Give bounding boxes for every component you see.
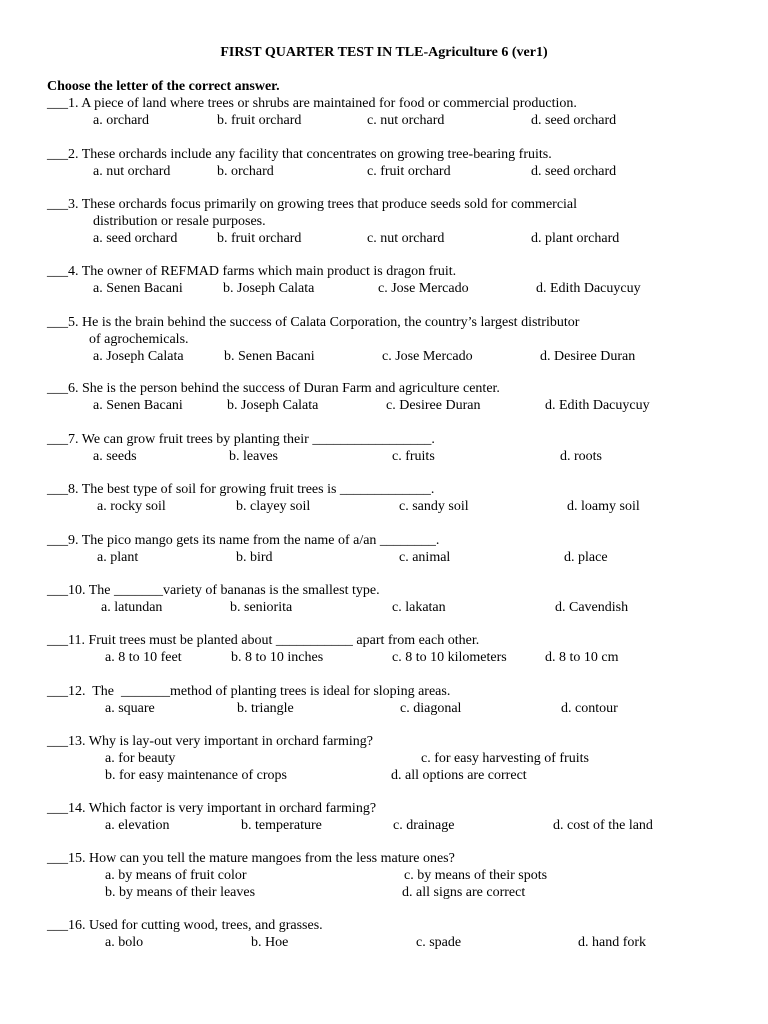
question-text-continued: of agrochemicals. [89,332,189,347]
option-b: b. orchard [217,164,274,179]
question-text: The pico mango gets its name from the name of a/an ________. [81,533,440,548]
question-number: 6. [68,381,79,396]
option-c: c. spade [416,935,462,950]
option-d: d. hand fork [578,935,647,950]
option-a: a. for beauty [105,751,176,766]
answer-blank: ___ [47,315,68,330]
question-text: The best type of soil for growing fruit trees is _____________. [81,482,435,497]
question-6 [47,380,747,414]
option-a: a. Senen Bacani [93,398,183,413]
answer-blank: ___ [47,264,68,279]
question-number: 16. [68,918,86,933]
question-7 [47,431,747,465]
question-text: The owner of REFMAD farms which main product is dragon fruit. [81,264,457,279]
option-a: a. seed orchard [93,231,178,246]
option-a: a. 8 to 10 feet [105,650,182,665]
question-13 [47,733,747,784]
options [47,280,747,297]
answer-blank: ___ [47,533,68,548]
option-c: c. nut orchard [367,113,445,128]
option-b: b. Joseph Calata [223,281,315,296]
options [47,649,747,666]
option-a: a. seeds [93,449,137,464]
option-c: c. 8 to 10 kilometers [392,650,507,665]
question-1 [47,95,747,129]
option-d: d. plant orchard [531,231,620,246]
answer-blank: ___ [47,96,68,111]
option-b: b. for easy maintenance of crops [105,768,287,783]
question-text: She is the person behind the success of Duran Farm and agriculture center. [82,381,500,396]
option-d: d. all options are correct [391,768,527,783]
question-text: Which factor is very important in orchard farming? [88,801,377,816]
question-text: Fruit trees must be planted about ___________ apart from each other. [88,633,480,648]
options [47,230,747,247]
question-text: These orchards focus primarily on growing trees that produce seeds sold for commercial [81,197,578,212]
option-b: b. 8 to 10 inches [231,650,324,665]
option-c: c. drainage [393,818,455,833]
answer-blank: ___ [47,918,68,933]
option-b: b. triangle [237,701,294,716]
question-number: 4. [68,264,79,279]
options [47,700,747,717]
option-d: d. seed orchard [531,164,617,179]
option-b: b. Senen Bacani [224,349,315,364]
answer-blank: ___ [47,633,68,648]
option-d: d. place [564,550,608,565]
option-c: c. Jose Mercado [382,349,473,364]
question-5 [47,314,747,365]
option-c: c. by means of their spots [404,868,548,883]
option-d: d. Edith Dacuycuy [536,281,641,296]
question-number: 14. [68,801,86,816]
option-a: a. Senen Bacani [93,281,183,296]
options [47,397,747,414]
options [47,867,747,884]
option-d: d. loamy soil [567,499,640,514]
option-d: d. 8 to 10 cm [545,650,619,665]
question-text: Used for cutting wood, trees, and grasses. [89,918,323,933]
test-title: FIRST QUARTER TEST IN TLE-Agriculture 6 (ver1) [220,45,548,60]
option-a: a. Joseph Calata [93,349,184,364]
question-text: The _______method of planting trees is ideal for sloping areas. [89,684,451,699]
answer-blank: ___ [47,432,68,447]
answer-blank: ___ [47,482,68,497]
question-text: We can grow fruit trees by planting their _________________. [81,432,435,447]
option-b: b. Joseph Calata [227,398,319,413]
option-b: b. leaves [229,449,278,464]
options [47,549,747,566]
option-b: b. bird [236,550,273,565]
answer-blank: ___ [47,583,68,598]
option-a: a. latundan [101,600,163,615]
option-c: c. nut orchard [367,231,445,246]
option-b: b. fruit orchard [217,113,302,128]
option-a: a. bolo [105,935,144,950]
question-8 [47,481,747,515]
option-a: a. by means of fruit color [105,868,247,883]
answer-blank: ___ [47,197,68,212]
option-a: a. elevation [105,818,170,833]
question-3 [47,196,747,247]
option-c: c. fruit orchard [367,164,451,179]
option-d: d. seed orchard [531,113,617,128]
question-text: He is the brain behind the success of Calata Corporation, the country’s largest distributor [82,315,580,330]
question-text: A piece of land where trees or shrubs are maintained for food or commercial production. [81,96,577,111]
option-d: d. contour [561,701,618,716]
answer-blank: ___ [47,734,68,749]
options [47,448,747,465]
option-c: c. lakatan [392,600,446,615]
instructions: Choose the letter of the correct answer. [47,79,280,94]
options [47,767,747,784]
option-b: b. by means of their leaves [105,885,256,900]
option-c: c. animal [399,550,451,565]
option-c: c. Desiree Duran [386,398,481,413]
question-14 [47,800,747,834]
answer-blank: ___ [47,851,68,866]
options [47,112,747,129]
option-b: b. temperature [241,818,322,833]
question-text: These orchards include any facility that concentrates on growing tree-bearing fruits. [81,147,552,162]
options [47,599,747,616]
question-number: 9. [68,533,79,548]
answer-blank: ___ [47,801,68,816]
option-c: c. diagonal [400,701,462,716]
option-d: d. Cavendish [555,600,629,615]
option-b: b. clayey soil [236,499,311,514]
option-d: d. Desiree Duran [540,349,636,364]
question-10 [47,582,747,616]
question-12 [47,683,747,717]
option-a: a. square [105,701,155,716]
answer-blank: ___ [47,147,68,162]
question-number: 2. [68,147,79,162]
question-text: Why is lay-out very important in orchard farming? [88,734,373,749]
option-b: b. seniorita [230,600,293,615]
option-c: c. Jose Mercado [378,281,469,296]
question-number: 3. [68,197,79,212]
option-a: a. rocky soil [97,499,166,514]
answer-blank: ___ [47,381,68,396]
question-2 [47,146,747,180]
question-number: 7. [68,432,79,447]
question-16 [47,917,747,951]
option-c: c. fruits [392,449,435,464]
option-c: c. sandy soil [399,499,469,514]
option-d: d. roots [560,449,602,464]
options [47,817,747,834]
option-d: d. Edith Dacuycuy [545,398,650,413]
question-text-continued: distribution or resale purposes. [93,214,266,229]
question-number: 11. [68,633,85,648]
question-number: 8. [68,482,79,497]
option-a: a. orchard [93,113,149,128]
option-b: b. Hoe [251,935,289,950]
option-b: b. fruit orchard [217,231,302,246]
question-number: 10. [68,583,86,598]
question-number: 1. [68,96,79,111]
question-4 [47,263,747,297]
option-d: d. cost of the land [553,818,653,833]
question-number: 12. [68,684,86,699]
question-number: 13. [68,734,86,749]
question-number: 15. [68,851,86,866]
answer-blank: ___ [47,684,68,699]
question-text: The _______variety of bananas is the smallest type. [88,583,380,598]
options [47,348,747,365]
option-c: c. for easy harvesting of fruits [421,751,589,766]
question-15 [47,850,747,901]
option-a: a. plant [97,550,139,565]
question-11 [47,632,747,666]
options [47,750,747,767]
option-a: a. nut orchard [93,164,171,179]
question-text: How can you tell the mature mangoes from the less mature ones? [89,851,455,866]
options [47,498,747,515]
options [47,934,747,951]
options [47,884,747,901]
option-d: d. all signs are correct [402,885,526,900]
question-9 [47,532,747,566]
options [47,163,747,180]
question-number: 5. [68,315,79,330]
